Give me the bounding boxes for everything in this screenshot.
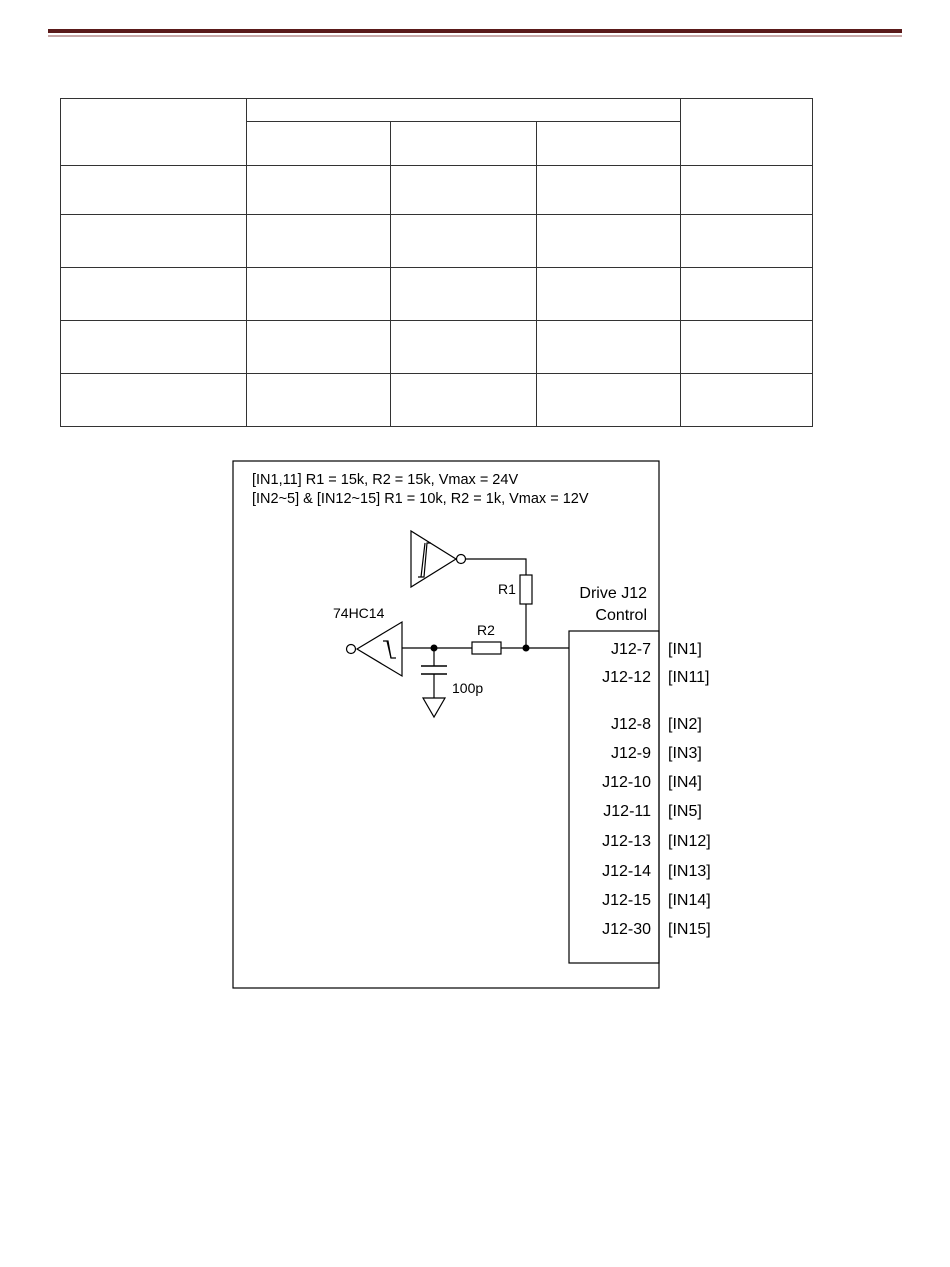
resistor-r1 (520, 575, 532, 604)
signal-label: [IN15] (668, 921, 711, 938)
label-r2: R2 (477, 622, 495, 638)
connector-title-line1: Drive J12 (579, 585, 647, 602)
pin-label: J12-30 (602, 921, 651, 938)
pin-label: J12-15 (602, 892, 651, 909)
junction-r1 (523, 645, 530, 652)
ground-icon (423, 698, 445, 717)
schmitt-inverter-74hc14 (347, 622, 403, 676)
signal-label: [IN14] (668, 892, 711, 909)
pin-label: J12-12 (602, 669, 651, 686)
capacitor-100p (421, 648, 447, 698)
pin-label: J12-11 (603, 803, 651, 820)
signal-label: [IN2] (668, 716, 702, 733)
resistor-r2 (472, 642, 501, 654)
signal-label: [IN11] (668, 669, 710, 686)
signal-label: [IN4] (668, 774, 702, 791)
signal-label: [IN1] (668, 641, 702, 658)
wire-buffer-r1 (466, 559, 526, 575)
pin-label: J12-8 (610, 716, 651, 733)
signal-label: [IN13] (668, 863, 711, 880)
note-in1-11: [IN1,11] R1 = 15k, R2 = 15k, Vmax = 24V (252, 472, 519, 488)
schmitt-buffer-upper (411, 531, 466, 587)
label-74hc14: 74HC14 (333, 605, 385, 621)
connector-title-line2: Control (595, 607, 647, 624)
pin-list (602, 641, 711, 938)
note-in2-15: [IN2~5] & [IN12~15] R1 = 10k, R2 = 1k, Vmax = 12V (252, 491, 589, 507)
pin-label: J12-7 (610, 641, 651, 658)
pin-label: J12-13 (602, 833, 651, 850)
pin-label: J12-14 (602, 863, 651, 880)
label-r1: R1 (498, 581, 516, 597)
pin-label: J12-9 (610, 745, 651, 762)
diagram-frame (233, 461, 659, 988)
signal-label: [IN12] (668, 833, 711, 850)
signal-label: [IN5] (668, 803, 702, 820)
signal-label: [IN3] (668, 745, 702, 762)
pin-label: J12-10 (602, 774, 651, 791)
label-100p: 100p (452, 680, 484, 696)
